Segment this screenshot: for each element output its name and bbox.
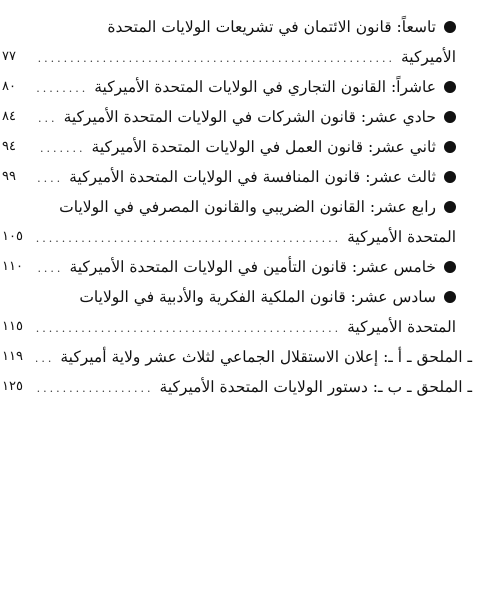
- bullet-icon: [444, 141, 456, 153]
- bullet-icon: [444, 201, 456, 213]
- toc-entry[interactable]: [2, 192, 456, 252]
- page-number: ٩٤: [2, 139, 16, 154]
- toc-entry[interactable]: [2, 102, 456, 132]
- toc-entry-line: [2, 42, 456, 72]
- toc-entry-line: [2, 72, 456, 102]
- leader-dots: [36, 314, 341, 344]
- toc-entry-title: خامس عشر: قانون التأمين في الولايات المتحدة الأميركية: [69, 258, 436, 276]
- bullet-icon: [444, 21, 456, 33]
- toc-entry-title: ثاني عشر: قانون العمل في الولايات المتحدة الأميركية: [91, 138, 436, 156]
- toc-entry-line: [22, 282, 456, 312]
- toc-entry-line: [2, 162, 456, 192]
- table-of-contents: [2, 12, 472, 402]
- page-number: ١٠٥: [2, 229, 23, 244]
- toc-entry[interactable]: [2, 342, 472, 372]
- bullet-icon: [444, 81, 456, 93]
- page-number: ١١٥: [2, 319, 23, 334]
- toc-entry-title: ـ الملحق ـ أ ـ: إعلان الاستقلال الجماعي لثلاث عشر ولاية أميركية: [60, 348, 472, 366]
- toc-entry-line: [2, 312, 456, 342]
- toc-entry-line: [2, 222, 456, 252]
- toc-entry-line: [2, 252, 456, 282]
- page-number: ١١٩: [2, 349, 23, 364]
- leader-dots: [36, 164, 63, 194]
- toc-entry[interactable]: [2, 132, 456, 162]
- toc-entry[interactable]: [2, 282, 456, 342]
- page-number: ٧٧: [2, 49, 16, 64]
- leader-dots: [36, 344, 54, 374]
- toc-entry[interactable]: [2, 162, 456, 192]
- toc-entry-title: المتحدة الأميركية: [347, 228, 456, 246]
- bullet-icon: [444, 261, 456, 273]
- leader-dots: [36, 374, 154, 404]
- toc-entry-line: [2, 102, 456, 132]
- toc-entry[interactable]: [2, 72, 456, 102]
- toc-entry-title: رابع عشر: القانون الضريبي والقانون المصرفي في الولايات: [59, 198, 436, 216]
- toc-entry-line: [2, 132, 456, 162]
- toc-entry[interactable]: [2, 252, 456, 282]
- toc-entry-title: المتحدة الأميركية: [347, 318, 456, 336]
- leader-dots: [36, 134, 86, 164]
- toc-entry-title: عاشراً: القانون التجاري في الولايات المتحدة الأميركية: [94, 78, 436, 96]
- toc-entry-line: [2, 372, 472, 402]
- page-number: ١٢٥: [2, 379, 23, 394]
- leader-dots: [36, 104, 58, 134]
- toc-entry-line: [22, 12, 456, 42]
- toc-entry-title: سادس عشر: قانون الملكية الفكرية والأدبية في الولايات: [79, 288, 436, 306]
- toc-entry-title: ثالث عشر: قانون المنافسة في الولايات المتحدة الأميركية: [69, 168, 436, 186]
- page-number: ١١٠: [2, 259, 23, 274]
- page-number: ٨٤: [2, 109, 16, 124]
- page-number: ٩٩: [2, 169, 16, 184]
- toc-entry[interactable]: [2, 12, 456, 72]
- toc-entry-title: الأميركية: [400, 48, 456, 66]
- toc-entry[interactable]: [2, 372, 472, 402]
- leader-dots: [36, 224, 341, 254]
- toc-entry-title: تاسعاً: قانون الائتمان في تشريعات الولايات المتحدة: [107, 18, 436, 36]
- leader-dots: [36, 44, 395, 74]
- bullet-icon: [444, 291, 456, 303]
- bullet-icon: [444, 171, 456, 183]
- toc-entry-line: [22, 192, 456, 222]
- toc-entry-title: حادي عشر: قانون الشركات في الولايات المتحدة الأميركية: [63, 108, 436, 126]
- page-number: ٨٠: [2, 79, 16, 94]
- toc-entry-title: ـ الملحق ـ ب ـ: دستور الولايات المتحدة الأميركية: [159, 378, 472, 396]
- leader-dots: [36, 254, 63, 284]
- bullet-icon: [444, 111, 456, 123]
- toc-entry-line: [2, 342, 472, 372]
- leader-dots: [36, 74, 88, 104]
